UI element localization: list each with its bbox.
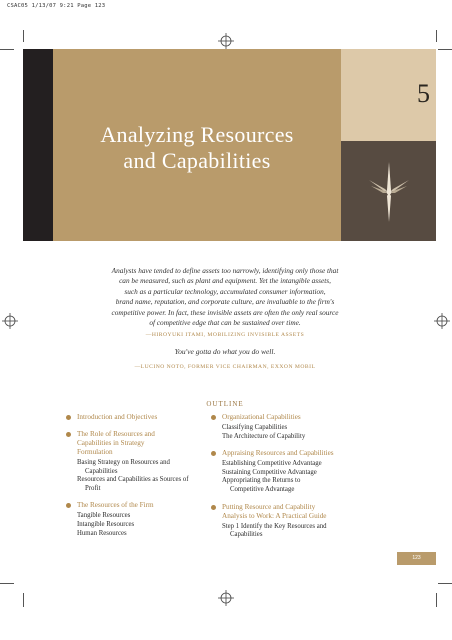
crop-mark xyxy=(438,583,452,584)
outline-item: Appropriating the Returns to xyxy=(222,477,301,485)
epigraph-line: competitive power. In fact, these invisible assets are often the only real source xyxy=(111,307,339,317)
outline-title-line: Introduction and Objectives xyxy=(77,413,158,421)
bullet-dot-icon xyxy=(66,415,71,420)
outline-section-title xyxy=(211,503,361,521)
outline-item: Capabilities xyxy=(230,531,263,539)
page-number: 123 xyxy=(397,552,436,565)
bullet-dot-icon xyxy=(66,503,71,508)
outline-right-column xyxy=(211,413,361,548)
outline-title-line: Capabilities in Strategy xyxy=(77,439,145,447)
outline-title-line: Putting Resource and Capability xyxy=(222,502,316,511)
outline-item: Competitive Advantage xyxy=(230,485,295,493)
crop-mark xyxy=(436,30,437,42)
outline-title-line: Formulation xyxy=(77,448,113,456)
outline-section-title xyxy=(66,430,191,457)
outline-title-line: The Resources of the Firm xyxy=(77,501,154,510)
outline-section xyxy=(211,413,361,441)
outline-item: Intangible Resources xyxy=(77,520,135,528)
print-slug: CSAC05 1/13/07 9:21 Page 123 xyxy=(7,3,106,9)
registration-mark-icon xyxy=(434,313,450,329)
bullet-dot-icon xyxy=(211,505,216,510)
outline-section xyxy=(66,501,191,538)
epigraph-line: can be measured, such as plant and equipment. Yet the intangible assets, xyxy=(119,276,331,286)
crop-mark xyxy=(0,583,14,584)
outline-section xyxy=(211,449,361,494)
registration-mark-icon xyxy=(218,33,234,49)
outline-item: Resources and Capabilities as Sources of xyxy=(77,476,189,484)
crop-mark xyxy=(438,49,452,50)
crop-mark xyxy=(436,593,437,607)
outline-title-line: Appraising Resources and Capabilities xyxy=(222,449,334,458)
crop-mark xyxy=(0,49,14,50)
outline-section-title xyxy=(66,501,191,510)
outline-title-line: Analysis to Work: A Practical Guide xyxy=(222,511,327,520)
epigraph-line: such as a particular technology, accumulated consumer information, xyxy=(124,286,326,296)
outline-item: Capabilities xyxy=(85,467,118,475)
outline-item: Basing Strategy on Resources and xyxy=(77,459,170,466)
outline-section xyxy=(211,503,361,540)
compass-star-ornament-icon xyxy=(365,160,413,224)
epigraph-line: brand name, reputation, and corporate culture, are invaluable to the firm's xyxy=(115,297,335,307)
outline-section-title xyxy=(211,413,361,422)
banner-black-strip xyxy=(23,49,53,241)
outline-item: Sustaining Competitive Advantage xyxy=(222,468,317,476)
registration-mark-icon xyxy=(218,590,234,606)
registration-mark-icon xyxy=(2,313,18,329)
outline-item: Profit xyxy=(85,484,101,492)
second-quote: You've gotta do what you do well. xyxy=(174,347,276,356)
outline-item: The Architecture of Capability xyxy=(222,432,306,440)
outline-title-line: Organizational Capabilities xyxy=(222,413,301,421)
chapter-title-line: and Capabilities xyxy=(123,148,271,173)
outline-left-column xyxy=(66,413,191,546)
outline-section xyxy=(66,430,191,493)
epigraph-line: of competitive edge that can be sustained over time. xyxy=(149,318,301,328)
epigraph-attribution: —HIROYUKI ITAMI, MOBILIZING INVISIBLE ASSETS xyxy=(145,332,305,339)
chapter-number: 5 xyxy=(417,79,430,108)
outline-item: Tangible Resources xyxy=(77,512,131,520)
crop-mark xyxy=(23,593,24,607)
bullet-dot-icon xyxy=(211,415,216,420)
epigraph xyxy=(60,266,390,341)
second-quote-attribution: —LUCINO NOTO, FORMER VICE CHAIRMAN, EXXON MOBIL xyxy=(134,364,316,370)
outline-item: Establishing Competitive Advantage xyxy=(222,460,322,468)
outline-title-line: The Role of Resources and xyxy=(77,430,155,438)
outline-item: Human Resources xyxy=(77,529,127,537)
outline-section-title xyxy=(66,413,191,422)
outline-section xyxy=(66,413,191,422)
outline-item: Classifying Capabilities xyxy=(222,424,288,431)
bullet-dot-icon xyxy=(211,451,216,456)
chapter-title xyxy=(53,122,341,174)
chapter-title-line: Analyzing Resources xyxy=(100,122,294,147)
bullet-dot-icon xyxy=(66,432,71,437)
outline-section-title xyxy=(211,449,361,458)
outline-item: Step 1 Identify the Key Resources and xyxy=(222,522,327,530)
crop-mark xyxy=(23,30,24,42)
epigraph-line: Analysts have tended to define assets too narrowly, identifying only those that xyxy=(111,266,339,275)
outline-heading: OUTLINE xyxy=(206,400,244,408)
